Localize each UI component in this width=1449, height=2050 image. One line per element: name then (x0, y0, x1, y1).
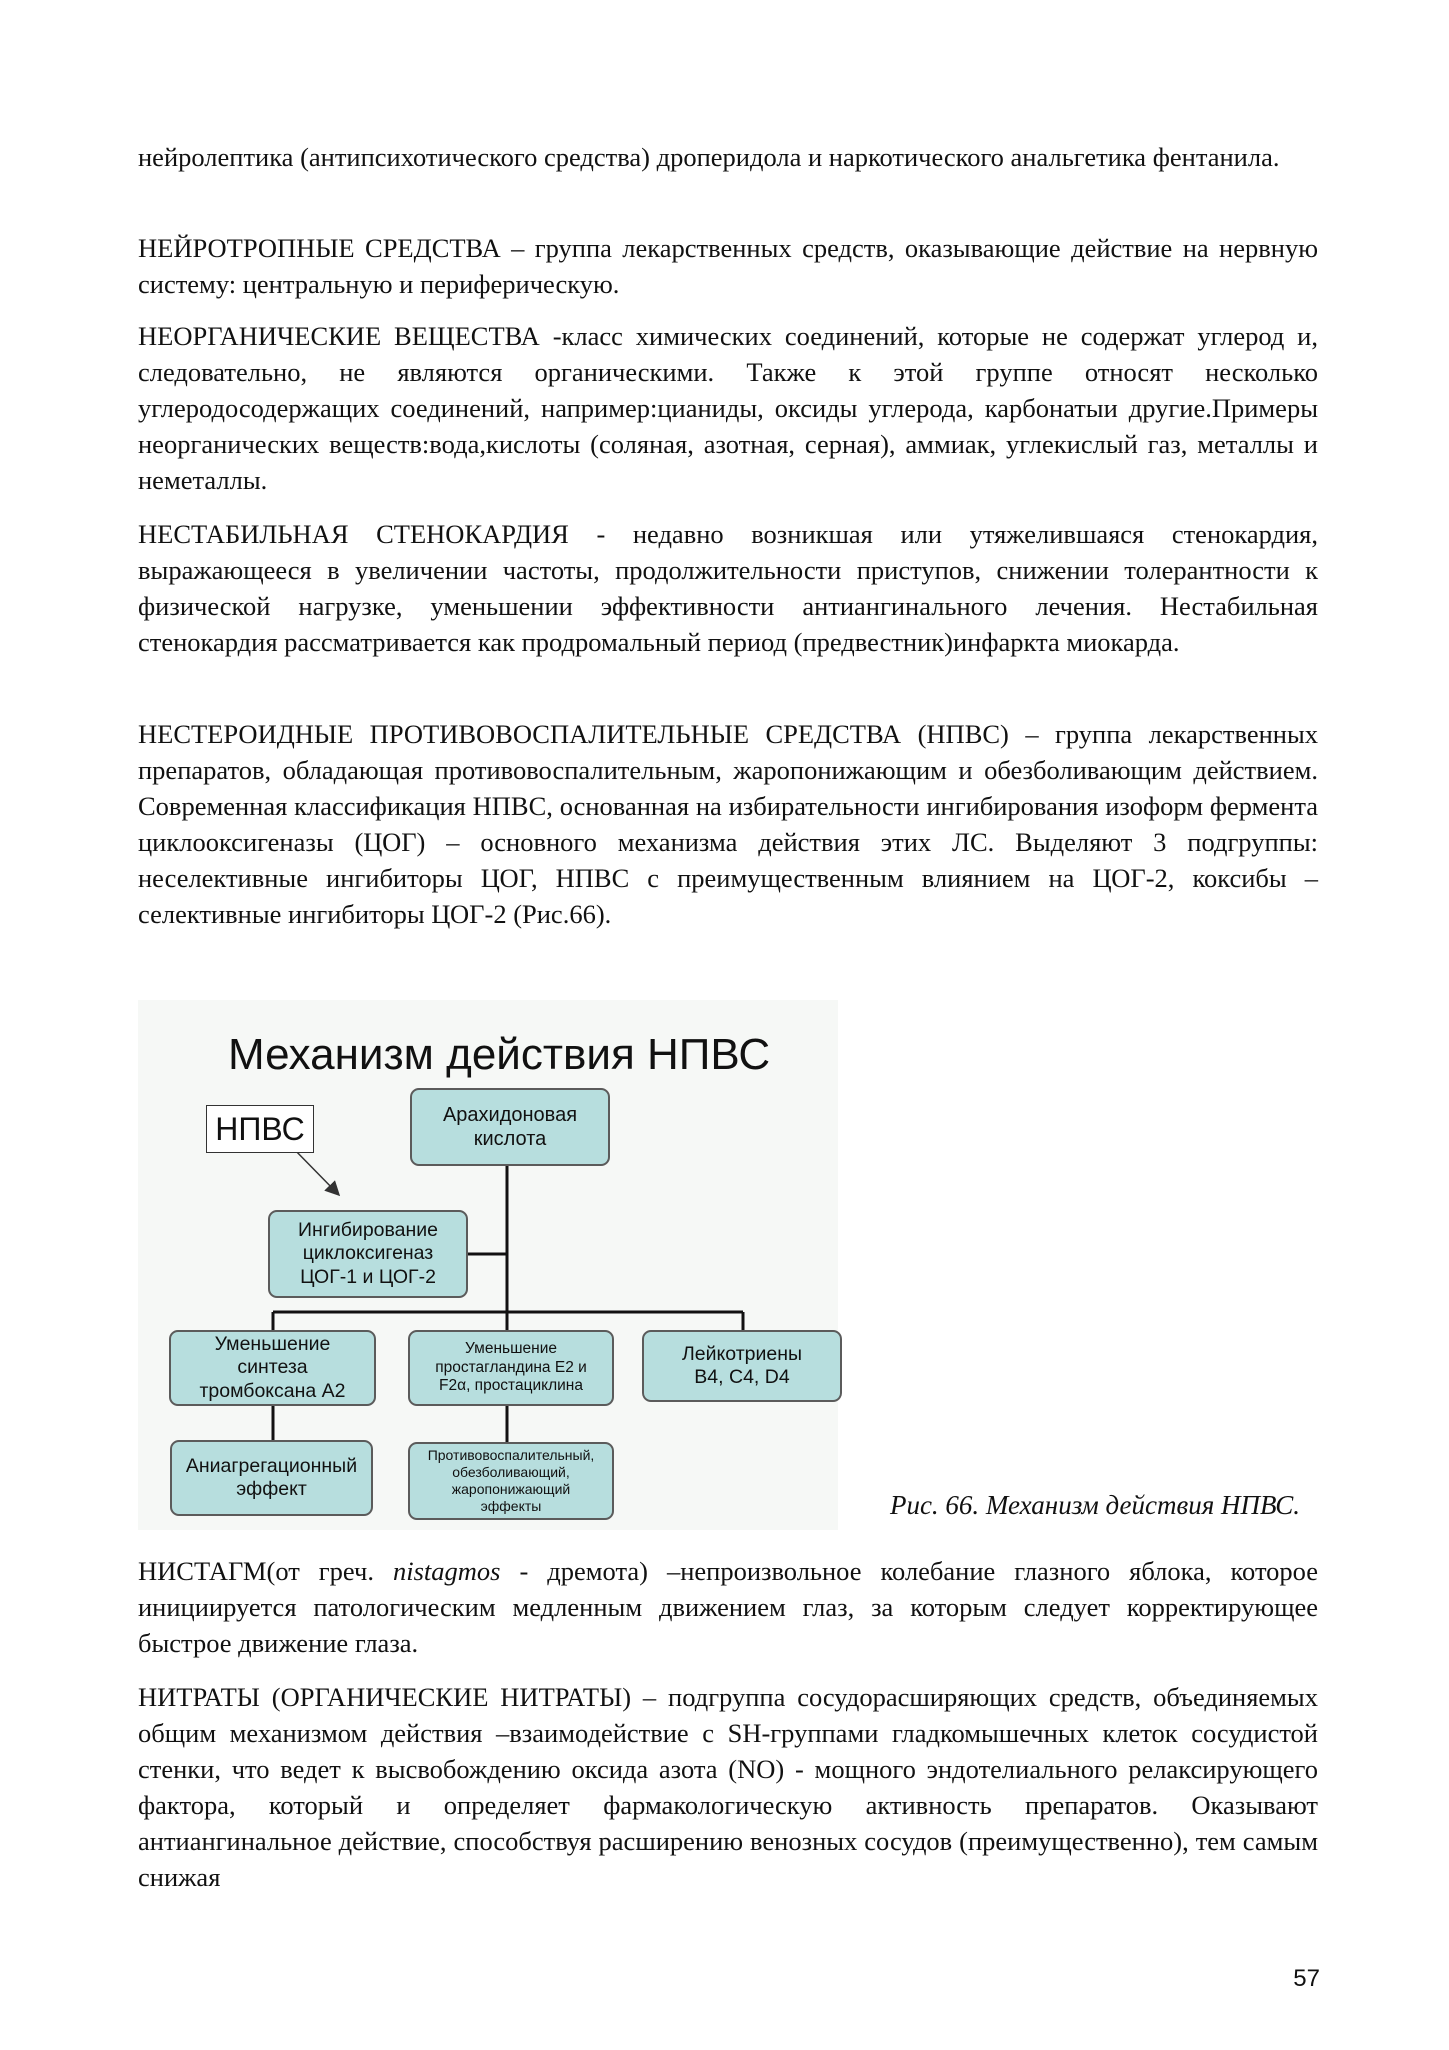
npvs-label-box (206, 1105, 314, 1153)
arachidonic-acid-box (410, 1088, 610, 1166)
paragraph-text: НЕЙРОТРОПНЫЕ СРЕДСТВА – группа лекарственных средств, оказывающие действие на нервную систему: центральную и периферическую. (138, 233, 1318, 299)
cox-inhibition-box (268, 1210, 468, 1298)
nystagmus-greek-term: nistagmos (392, 1556, 501, 1586)
page-number: 57 (1293, 1965, 1320, 1992)
paragraph-inorganic (138, 318, 1318, 498)
paragraph-text: нейролептика (антипсихотического средства) дроперидола и наркотического анальгетика фентанила. (138, 142, 1280, 172)
paragraph-nsaid (138, 716, 1318, 932)
paragraph-text (138, 1553, 1318, 1661)
npvs-label: НПВС (215, 1110, 305, 1147)
paragraph-nystagmus (138, 1553, 1318, 1661)
paragraph-text: НЕСТАБИЛЬНАЯ СТЕНОКАРДИЯ - недавно возникшая или утяжелившаяся стенокардия, выражающееся в увеличении частоты, продолжительности приступов, снижении толерантности к физической нагрузке, уменьшении эффективности антиангинального лечения. Нестабильная стенокардия рассматривается как продромальный период (предвестник)инфаркта миокарда. (138, 519, 1318, 657)
cox-inhibition-label: Ингибирование циклоксигеназ ЦОГ-1 и ЦОГ-2 (297, 1218, 439, 1288)
nsaid-mechanism-diagram (138, 1000, 838, 1530)
effects-label: Противовоспалительный, обезболивающий, жаропонижающий эффекты (427, 1447, 595, 1514)
paragraph-neuroleptic (138, 139, 1318, 175)
nystagmus-text-end: - дремота) –непроизвольное колебание глазного яблока, которое инициируется патологическим медленным движением глаз, за которым следует корректирующее быстрое движение глаза. (138, 1556, 1319, 1658)
figure-caption: Рис. 66. Механизм действия НПВС. (889, 1490, 1300, 1520)
paragraph-unstable-angina (138, 516, 1318, 660)
leukotrienes-label: Лейкотриены В4, С4, D4 (682, 1342, 802, 1388)
paragraph-text: НЕСТЕРОИДНЫЕ ПРОТИВОВОСПАЛИТЕЛЬНЫЕ СРЕДСТВА (НПВС) – группа лекарственных препаратов, обладающая противовоспалительным, жаропонижающим и обезболивающим действием. Современная классификация НПВС, основанная на избирательности ингибирования изоформ фермента циклооксигеназы (ЦОГ) – основного механизма действия этих ЛС. Выделяют 3 подгруппы: неселективные ингибиторы ЦОГ, НПВС с преимущественным влиянием на ЦОГ-2, коксибы – селективные ингибиторы ЦОГ-2 (Рис.66). (138, 719, 1318, 929)
prostaglandin-label: Уменьшение простагландина Е2 и F2α, простациклина (435, 1340, 587, 1395)
antiaggregation-box (170, 1440, 373, 1516)
thromboxane-label: Уменьшение синтеза тромбоксана А2 (199, 1332, 346, 1402)
paragraph-nitrates (138, 1679, 1318, 1895)
effects-box (408, 1442, 614, 1520)
leukotrienes-box (642, 1330, 842, 1402)
antiaggregation-label: Аниагрегационный эффект (185, 1454, 358, 1500)
prostaglandin-box (408, 1330, 614, 1406)
diagram-title: Механизм действия НПВС (228, 1030, 771, 1079)
nystagmus-text-start: НИСТАГМ(от греч. (138, 1556, 393, 1586)
arachidonic-acid-label: Арахидоновая кислота (442, 1104, 578, 1150)
thromboxane-box (169, 1330, 376, 1406)
paragraph-neurotropic (138, 230, 1318, 302)
paragraph-text: НИТРАТЫ (ОРГАНИЧЕСКИЕ НИТРАТЫ) – подгруппа сосудорасширяющих средств, объединяемых общим механизмом действия –взаимодействие с SH-группами гладкомышечных клеток сосудистой стенки, что ведет к высвобождению оксида азота (NO) - мощного эндотелиального релаксирующего фактора, который и определяет фармакологическую активность препаратов. Оказывают антиангинальное действие, способствуя расширению венозных сосудов (преимущественно), тем самым снижая (138, 1682, 1318, 1892)
paragraph-text: НЕОРГАНИЧЕСКИЕ ВЕЩЕСТВА -класс химических соединений, которые не содержат углерод и, следовательно, не являются органическими. Также к этой группе относят несколько углеродосодержащих соединений, например:цианиды, оксиды углерода, карбонатыи другие.Примеры неорганических веществ:вода,кислоты (соляная, азотная, серная), аммиак, углекислый газ, металлы и неметаллы. (138, 321, 1318, 495)
